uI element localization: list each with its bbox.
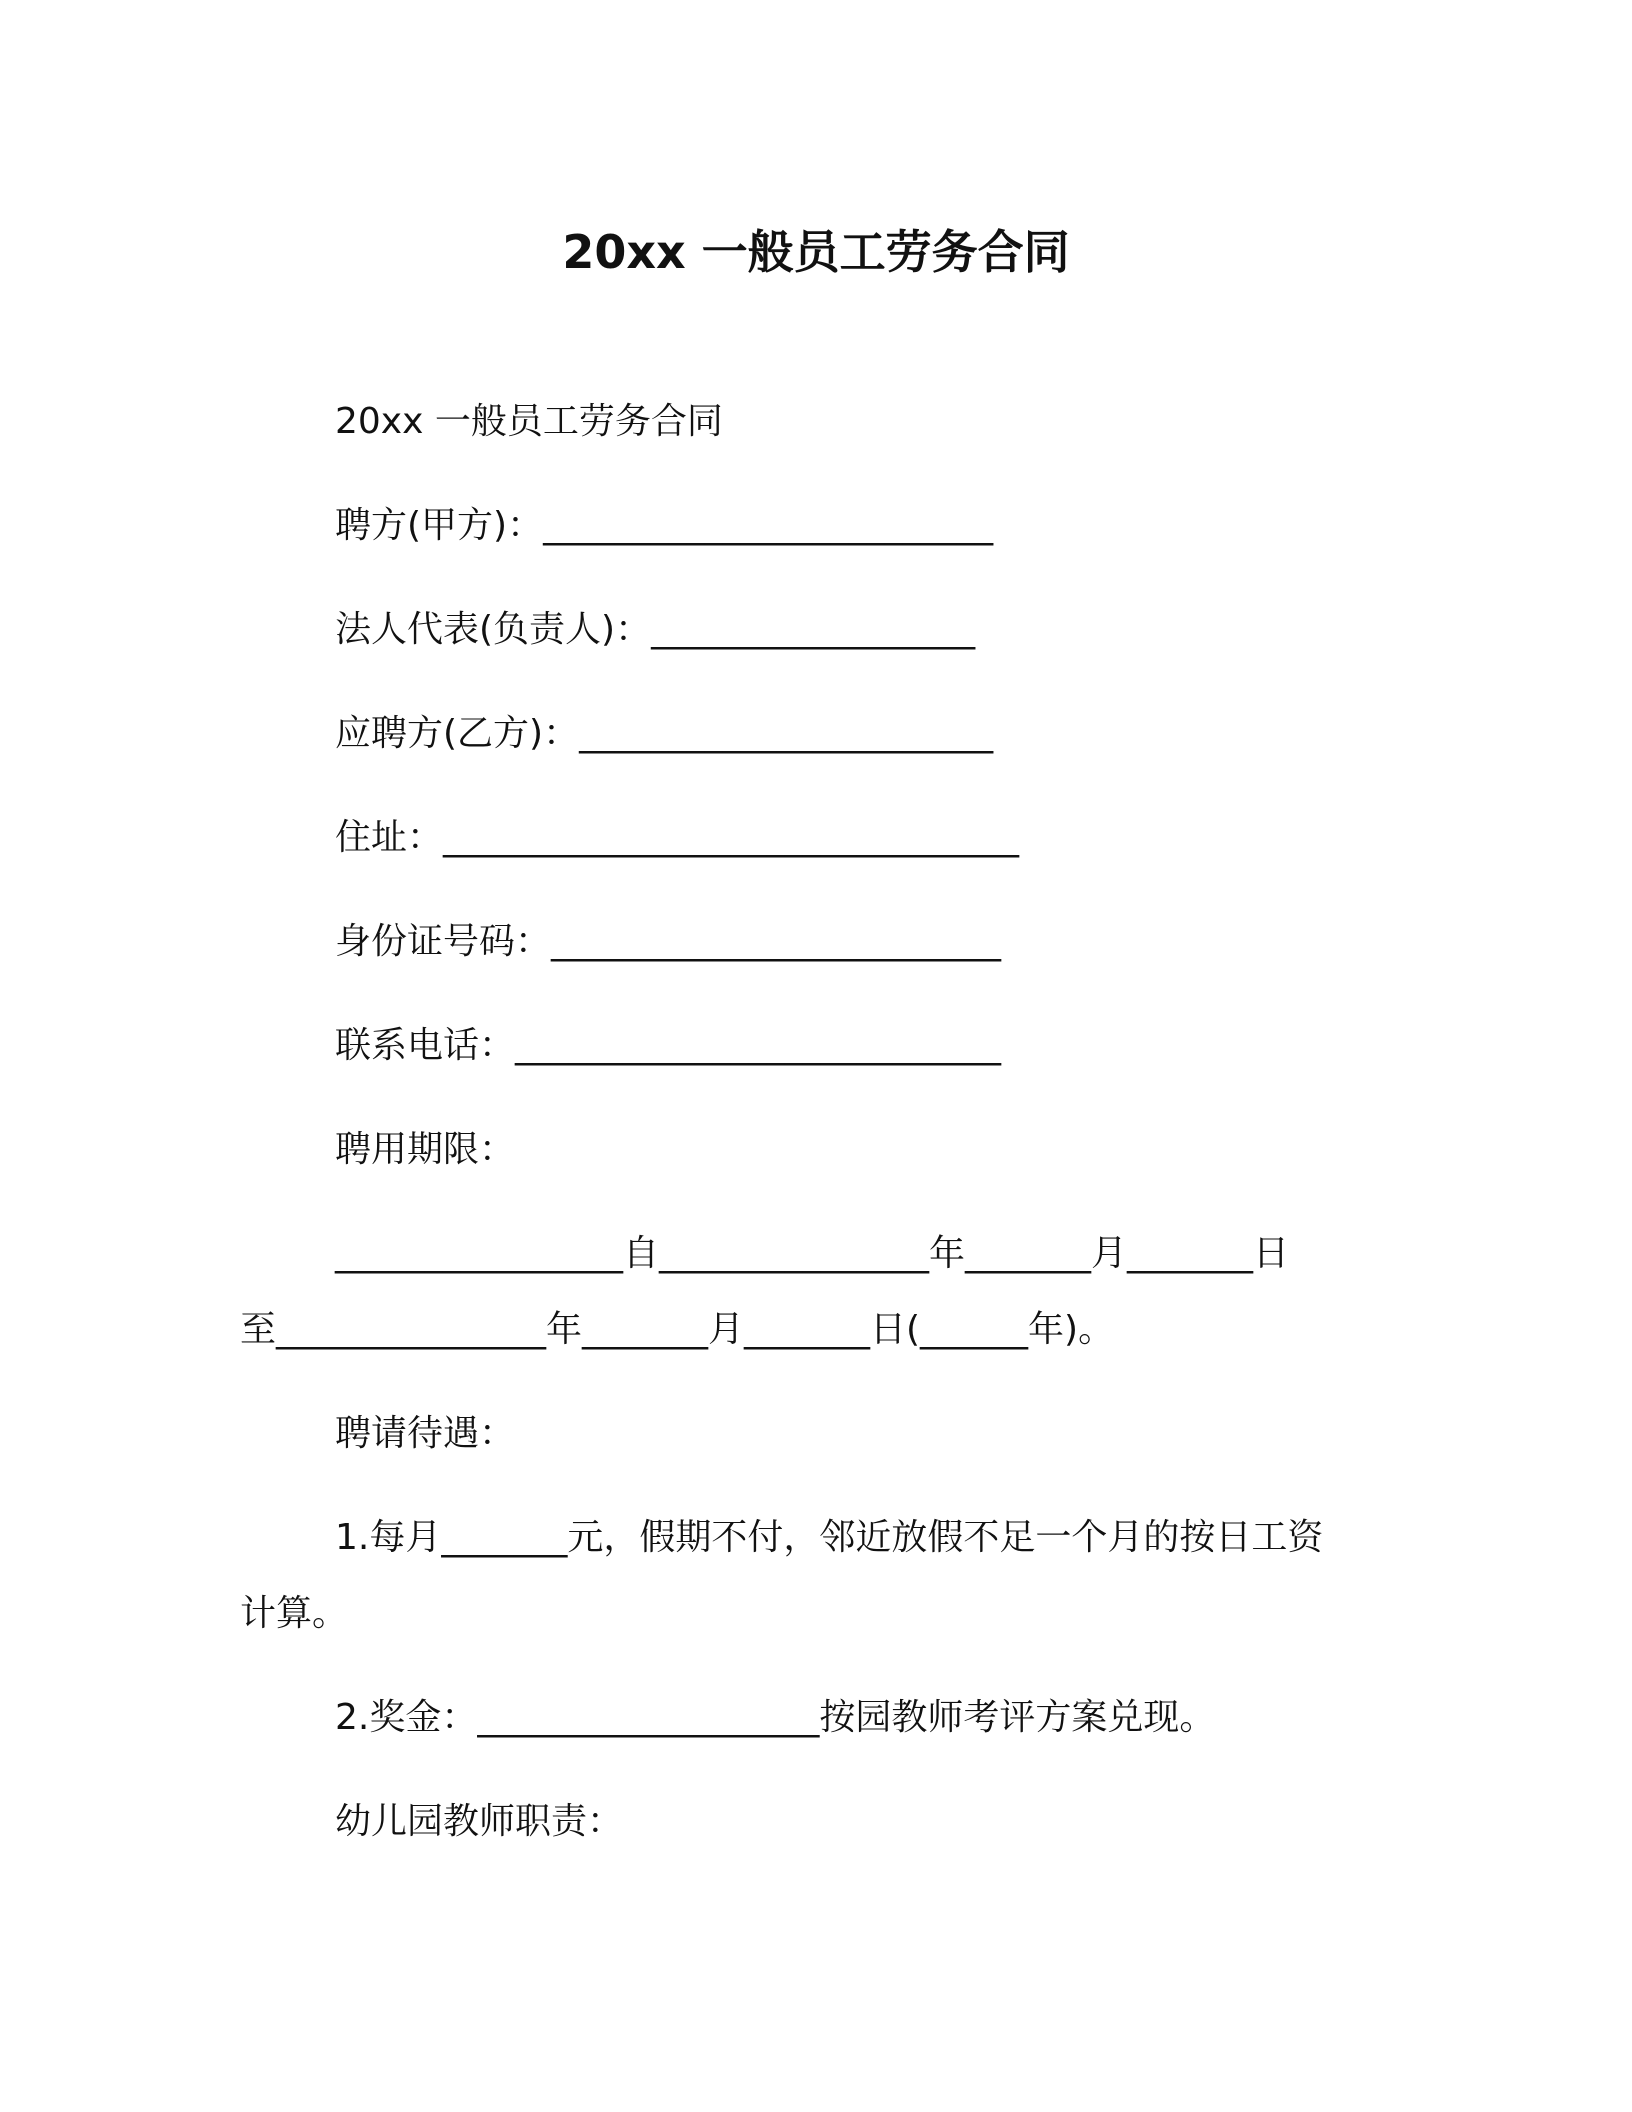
monthly-salary-line: 1.每月_______元，假期不付，邻近放假不足一个月的按日工资 [335, 1517, 1324, 1558]
legal-representative-field: 法人代表(负责人)：__________________ [335, 609, 976, 650]
document-title: 20xx 一般员工劳务合同 [562, 225, 1070, 279]
address-field: 住址：________________________________ [335, 817, 1020, 858]
term-end-line: 至_______________年_______月_______日(______年)。 [240, 1309, 1115, 1350]
employment-term-heading: 聘用期限： [335, 1129, 516, 1170]
compensation-heading: 聘请待遇： [335, 1413, 516, 1454]
subtitle-line: 20xx 一般员工劳务合同 [335, 401, 723, 442]
employee-field: 应聘方(乙方)：_______________________ [335, 713, 994, 754]
term-start-line: ________________自_______________年_______月_______日 [335, 1233, 1289, 1274]
teacher-duties-heading: 幼儿园教师职责： [335, 1801, 624, 1842]
phone-field: 联系电话：___________________________ [335, 1025, 1002, 1066]
employer-field: 聘方(甲方)：_________________________ [335, 505, 994, 546]
monthly-salary-line-continued: 计算。 [240, 1593, 349, 1634]
id-number-field: 身份证号码：_________________________ [335, 921, 1002, 962]
bonus-line: 2.奖金：___________________按园教师考评方案兑现。 [335, 1697, 1216, 1738]
